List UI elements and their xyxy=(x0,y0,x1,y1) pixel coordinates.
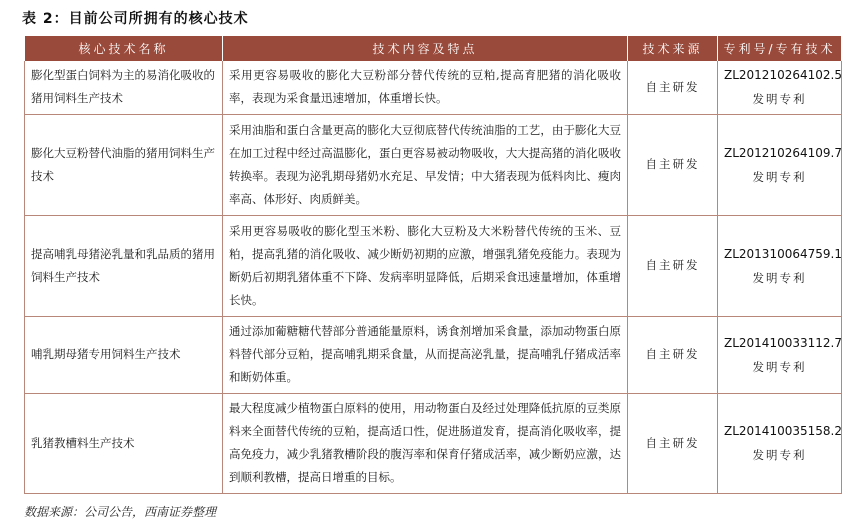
patent-cell xyxy=(718,215,842,316)
tech-source-cell: 自主研发 xyxy=(628,393,718,493)
patent-number: ZL201410035158.2 xyxy=(724,424,842,438)
patent-number: ZL201310064759.1 xyxy=(724,246,842,261)
tech-desc-cell: 通过添加葡糖糖代替部分普通能量原料，诱食剂增加采食量，添加动物蛋白原料替代部分豆粕，提高哺乳期采食量，从而提高泌乳量，提高哺乳仔猪成活率和断奶体重。 xyxy=(223,316,628,393)
tech-name-cell: 膨化大豆粉替代油脂的猪用饲料生产技术 xyxy=(25,114,223,215)
patent-type: 发明专利 xyxy=(752,92,807,107)
core-tech-table xyxy=(24,36,842,494)
table-header-row xyxy=(25,36,842,61)
patent-type: 发明专利 xyxy=(752,169,807,184)
patent-cell xyxy=(718,61,842,114)
header-tech-name: 核心技术名称 xyxy=(25,36,223,61)
data-source-note: 数据来源：公司公告，西南证券整理 xyxy=(24,505,217,519)
tech-source-cell: 自主研发 xyxy=(628,316,718,393)
tech-name-cell: 乳猪教槽料生产技术 xyxy=(25,393,223,493)
tech-source-cell: 自主研发 xyxy=(628,114,718,215)
patent-number: ZL201210264109.7 xyxy=(724,145,842,160)
tech-name-cell: 膨化型蛋白饲料为主的易消化吸收的猪用饲料生产技术 xyxy=(25,61,223,114)
patent-type: 发明专利 xyxy=(752,448,807,462)
tech-desc-cell: 采用油脂和蛋白含量更高的膨化大豆彻底替代传统油脂的工艺，由于膨化大豆在加工过程中经过高温膨化，蛋白更容易被动物吸收，大大提高猪的消化吸收转换率。表现为泌乳期母猪奶水充足、早发情；中大猪表现为低料肉比、瘦肉率高、体形好、肉质鲜美。 xyxy=(223,114,628,215)
patent-cell xyxy=(718,393,842,493)
table-row xyxy=(25,215,842,316)
tech-source-cell: 自主研发 xyxy=(628,215,718,316)
header-tech-content: 技术内容及特点 xyxy=(223,36,628,61)
tech-source-cell: 自主研发 xyxy=(628,61,718,114)
patent-cell xyxy=(718,114,842,215)
table-row xyxy=(25,316,842,393)
tech-name-cell: 提高哺乳母猪泌乳量和乳品质的猪用饲料生产技术 xyxy=(25,215,223,316)
table-title: 表 2：目前公司所拥有的核心技术 xyxy=(22,11,249,27)
table-row xyxy=(25,61,842,114)
header-patent: 专利号/专有技术 xyxy=(718,36,842,61)
header-tech-source: 技术来源 xyxy=(628,36,718,61)
table-row xyxy=(25,393,842,493)
patent-number: ZL201410033112.7 xyxy=(724,335,842,350)
patent-type: 发明专利 xyxy=(752,359,807,374)
patent-type: 发明专利 xyxy=(752,270,807,285)
tech-desc-cell: 最大程度减少植物蛋白原料的使用，用动物蛋白及经过处理降低抗原的豆类原料来全面替代传统的豆粕，提高适口性，促进肠道发育，提高消化吸收率，提高免疫力，减少乳猪教槽阶段的腹泻率和保育仔猪成活率，减少断奶应激，达到顺利教槽，提高日增重的目标。 xyxy=(223,393,628,493)
patent-cell xyxy=(718,316,842,393)
tech-desc-cell: 采用更容易吸收的膨化型玉米粉、膨化大豆粉及大米粉替代传统的玉米、豆粕，提高乳猪的消化吸收、减少断奶初期的应激，增强乳猪免疫能力。表现为断奶后初期乳猪体重不下降、发病率明显降低，后期采食迅速量增加，体重增长快。 xyxy=(223,215,628,316)
tech-desc-cell: 采用更容易吸收的膨化大豆粉部分替代传统的豆粕,提高育肥猪的消化吸收率，表现为采食量迅速增加，体重增长快。 xyxy=(223,61,628,114)
table-row xyxy=(25,114,842,215)
tech-name-cell: 哺乳期母猪专用饲料生产技术 xyxy=(25,316,223,393)
patent-number: ZL201210264102.5 xyxy=(724,68,842,83)
